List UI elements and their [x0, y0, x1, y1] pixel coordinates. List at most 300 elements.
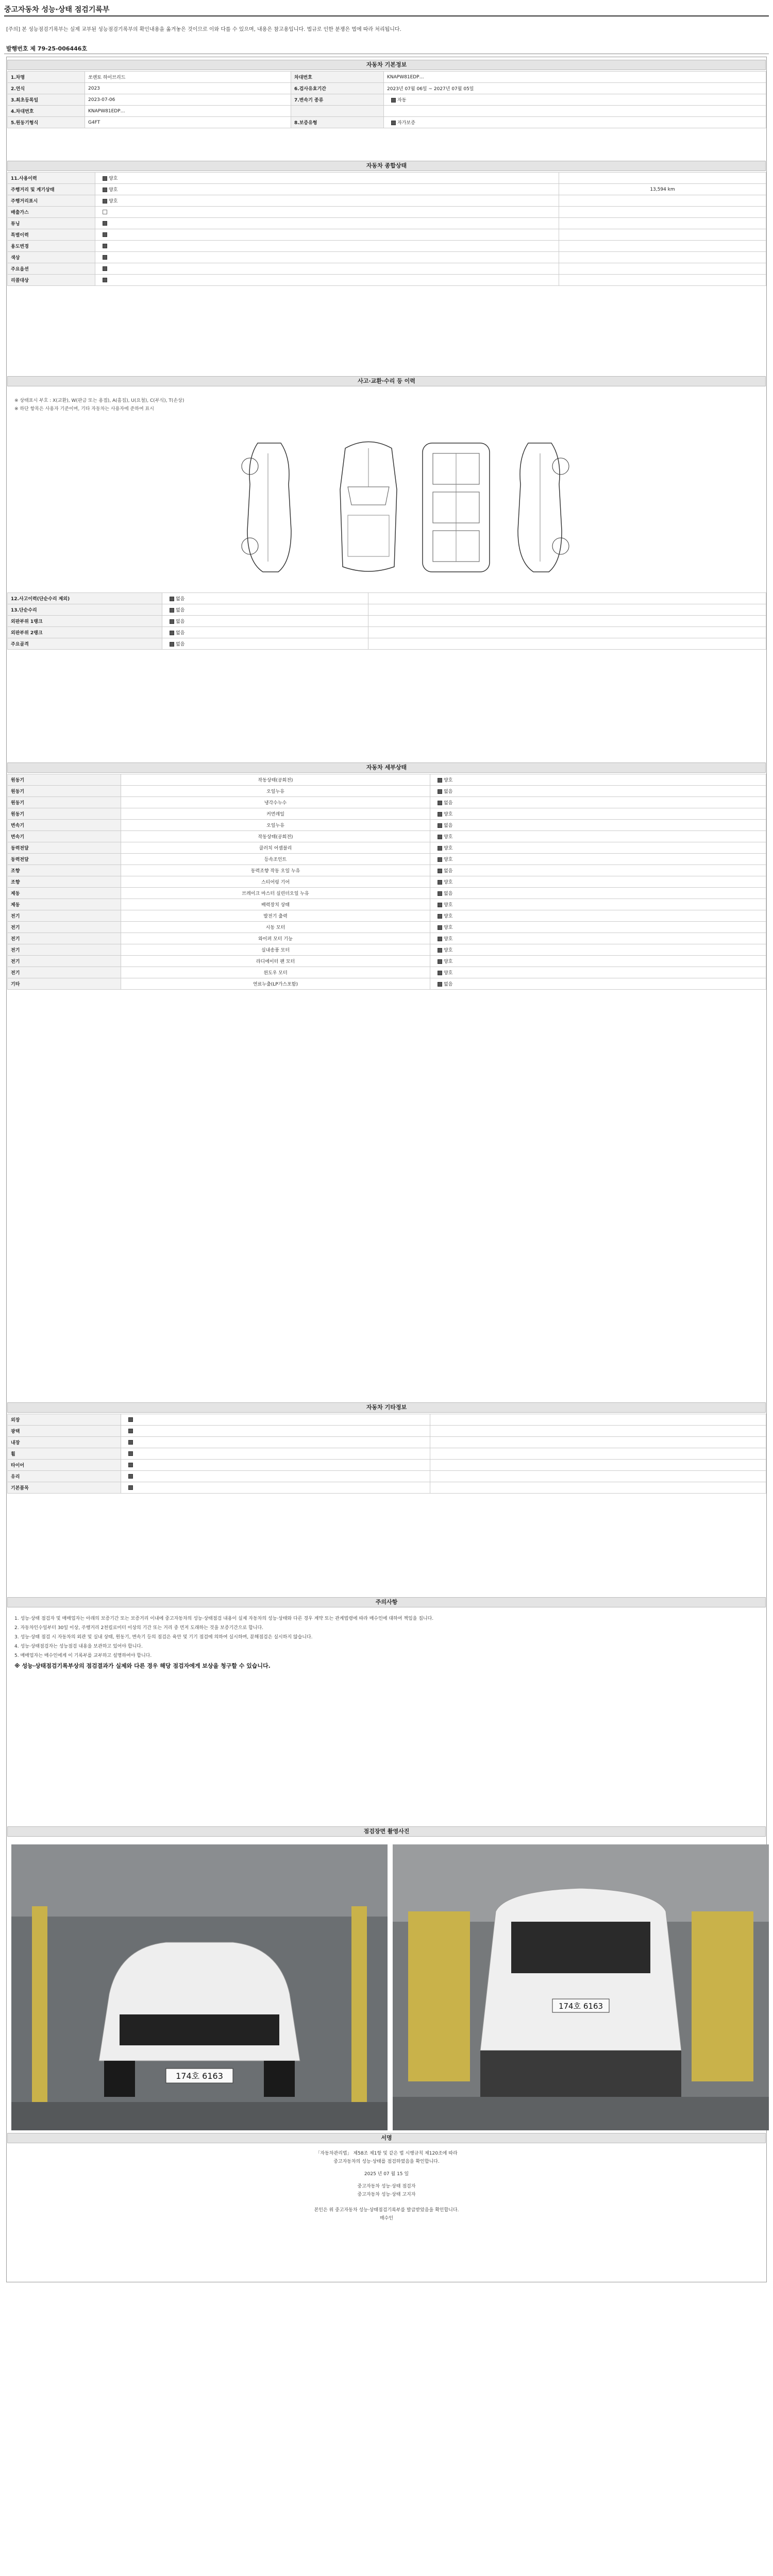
detail-state-text: 양호: [444, 857, 453, 862]
section-accident-header: 사고·교환·수리 등 이력: [7, 376, 766, 386]
detail-state: [430, 876, 766, 888]
detail-group: 조향: [8, 865, 121, 876]
other-label: 기본품목: [8, 1482, 121, 1494]
detail-state-text: 양호: [444, 971, 453, 976]
cautions-text: [14, 1615, 757, 1672]
caution-item: 1. 성능·상태 점검자 및 매매업자는 아래의 보증기간 또는 보증거리 이내에 중고자동차의 성능·상태점검 내용이 실제 자동차의 성능·상태와 다른 경우 계약 또는 관계법령에 따라 매수인에 대하여 책임을 집니다.: [14, 1616, 434, 1621]
other-label: 유리: [8, 1471, 121, 1482]
basic-label: 4.차대번호: [8, 106, 85, 117]
overall-label: 튜닝: [8, 218, 95, 229]
other-state: [121, 1448, 430, 1460]
basic-label: [291, 106, 384, 117]
basic-value: KNAPW81EDP…: [384, 72, 766, 83]
detail-group: 변속기: [8, 820, 121, 831]
overall-note: [559, 252, 766, 263]
other-row: [8, 1471, 766, 1482]
detail-row: [8, 910, 766, 922]
detail-state: [430, 808, 766, 820]
overall-state: [95, 195, 559, 207]
detail-state-text: 양호: [444, 778, 453, 783]
detail-state-text: 없음: [444, 801, 453, 806]
signature-receipt: 본인은 위 중고자동차 성능·상태점검기록부를 발급받았음을 확인합니다.: [314, 2208, 459, 2213]
detail-state-text: 양호: [444, 835, 453, 840]
checkbox-icon: [438, 982, 442, 987]
detail-state-text: 양호: [444, 914, 453, 919]
signature-date: 2025 년 07 월 15 일: [364, 2172, 409, 2177]
overall-state: [95, 252, 559, 263]
detail-item: 스티어링 기어: [121, 876, 430, 888]
basic-value: 2023년 07월 06일 ~ 2027년 07월 05일: [384, 83, 766, 94]
detail-state: [430, 820, 766, 831]
detail-state-text: 없음: [444, 982, 453, 987]
other-label: 광택: [8, 1426, 121, 1437]
other-state: [121, 1437, 430, 1448]
overall-table: [7, 172, 766, 286]
detail-row: [8, 967, 766, 978]
detail-group: 변속기: [8, 831, 121, 842]
checkbox-icon: [128, 1440, 133, 1445]
detail-row: [8, 786, 766, 797]
basic-value-text: 자가보증: [397, 121, 415, 126]
checkbox-icon: [103, 266, 107, 271]
checkbox-icon: [438, 880, 442, 885]
overall-row: [8, 241, 766, 252]
basic-label: 5.원동기형식: [8, 117, 85, 128]
detail-group: 원동기: [8, 797, 121, 808]
detail-row: [8, 808, 766, 820]
signature-line: 중고자동차의 성능·상태를 점검하였음을 확인합니다.: [333, 2159, 440, 2164]
checkbox-icon: [128, 1429, 133, 1433]
car-top-front-diagram: [325, 438, 412, 577]
detail-row: [8, 933, 766, 944]
detail-row: [8, 854, 766, 865]
accident-row: [8, 627, 766, 638]
detail-group: 전기: [8, 967, 121, 978]
photo-front-image: [11, 1844, 388, 2130]
caution-item: 5. 매매업자는 매수인에게 이 기록부를 교부하고 설명하여야 합니다.: [14, 1653, 152, 1658]
overall-state: [95, 263, 559, 275]
detail-state-text: 양호: [444, 948, 453, 953]
accident-table: [7, 592, 766, 650]
detail-group: 전기: [8, 922, 121, 933]
caution-item: 4. 성능·상태점검자는 성능점검 내용을 보관하고 있어야 합니다.: [14, 1644, 143, 1649]
checkbox-icon: [103, 188, 107, 192]
checkbox-icon: [438, 778, 442, 783]
accident-state: [162, 638, 368, 650]
checkbox-icon: [391, 121, 396, 125]
detail-state: [430, 933, 766, 944]
accident-state-text: 없음: [176, 619, 185, 624]
overall-row: [8, 207, 766, 218]
checkbox-icon: [438, 925, 442, 930]
checkbox-icon: [128, 1417, 133, 1422]
accident-note: [368, 627, 766, 638]
checkbox-icon: [103, 255, 107, 260]
detail-row: [8, 797, 766, 808]
detail-row: [8, 842, 766, 854]
notice-text: [주의] 본 성능점검기록부는 실제 교부된 성능점검기록부의 확인내용을 옮겨놓은 것이므로 이와 다를 수 있으며, 내용은 참고용입니다. 법규로 인한 분쟁은 법에 따라 처리됩니다.: [6, 27, 401, 32]
detail-state-text: 양호: [444, 903, 453, 908]
detail-state-text: 없음: [444, 789, 453, 794]
signature-notifier: 중고자동차 성능·상태 고지자: [357, 2192, 416, 2197]
detail-item: 배력장치 상태: [121, 899, 430, 910]
diagram-legend: [14, 397, 184, 413]
checkbox-icon: [438, 812, 442, 817]
accident-note: [368, 638, 766, 650]
checkbox-icon: [103, 232, 107, 237]
basic-label: 8.보증유형: [291, 117, 384, 128]
checkbox-icon: [103, 244, 107, 248]
accident-row: [8, 638, 766, 650]
checkbox-icon: [170, 597, 174, 601]
other-label: 외장: [8, 1414, 121, 1426]
accident-note: [368, 604, 766, 616]
section-detail-header: 자동차 세부상태: [7, 762, 766, 773]
checkbox-icon: [438, 903, 442, 907]
checkbox-icon: [128, 1485, 133, 1490]
checkbox-icon: [438, 823, 442, 828]
checkbox-icon: [103, 176, 107, 181]
overall-note: [559, 263, 766, 275]
overall-label: 용도변경: [8, 241, 95, 252]
basic-info-table: [7, 71, 766, 128]
detail-row: [8, 944, 766, 956]
caution-bold-note: ※ 성능·상태점검기록부상의 점검결과가 실제와 다른 경우 해당 점검자에게 보상을 청구할 수 있습니다.: [14, 1663, 271, 1669]
other-label: 휠: [8, 1448, 121, 1460]
detail-state-text: 양호: [444, 959, 453, 964]
detail-state: [430, 854, 766, 865]
checkbox-icon: [438, 869, 442, 873]
detail-item: 오일누유: [121, 820, 430, 831]
detail-state: [430, 888, 766, 899]
other-state: [121, 1471, 430, 1482]
detail-state: [430, 842, 766, 854]
overall-note: [559, 275, 766, 286]
detail-state: [430, 910, 766, 922]
overall-note: [559, 207, 766, 218]
detail-item: 와이퍼 모터 기능: [121, 933, 430, 944]
basic-value: [384, 94, 766, 106]
checkbox-icon: [128, 1451, 133, 1456]
overall-row: [8, 275, 766, 286]
plate-text-front: 174호 6163: [176, 2071, 223, 2081]
detail-item: 클러치 어셈블리: [121, 842, 430, 854]
basic-label: 6.검사유효기간: [291, 83, 384, 94]
detail-row: [8, 922, 766, 933]
other-state: [121, 1414, 430, 1426]
accident-state: [162, 616, 368, 627]
detail-item: 작동상태(공회전): [121, 831, 430, 842]
section-photos-header: 점검장면 촬영사진: [7, 1826, 766, 1837]
checkbox-icon: [438, 801, 442, 805]
detail-item: 실내송풍 모터: [121, 944, 430, 956]
accident-label: 12.사고이력(단순수리 제외): [8, 593, 162, 604]
overall-note: [559, 241, 766, 252]
accident-state: [162, 604, 368, 616]
detail-state-text: 양호: [444, 925, 453, 930]
checkbox-icon: [438, 937, 442, 941]
overall-state: [95, 229, 559, 241]
detail-group: 전기: [8, 944, 121, 956]
detail-group: 동력전달: [8, 842, 121, 854]
overall-state: [95, 184, 559, 195]
detail-row: [8, 888, 766, 899]
detail-state: [430, 865, 766, 876]
detail-item: 브레이크 마스터 실린더오일 누유: [121, 888, 430, 899]
basic-label: 3.최초등록일: [8, 94, 85, 106]
accident-label: 외판부위 2랭크: [8, 627, 162, 638]
detail-group: 전기: [8, 956, 121, 967]
basic-label: 7.변속기 종류: [291, 94, 384, 106]
section-cautions-header: 주의사항: [7, 1597, 766, 1607]
detail-row: [8, 978, 766, 990]
checkbox-icon: [170, 631, 174, 635]
other-table: [7, 1414, 766, 1494]
basic-value: [384, 117, 766, 128]
other-note: [430, 1437, 766, 1448]
other-row: [8, 1414, 766, 1426]
accident-state: [162, 627, 368, 638]
overall-row: [8, 218, 766, 229]
basic-row: [8, 94, 766, 106]
detail-item: 등속조인트: [121, 854, 430, 865]
accident-label: 외판부위 1랭크: [8, 616, 162, 627]
overall-state-text: 양호: [109, 188, 118, 193]
checkbox-icon: [438, 789, 442, 794]
other-label: 타이어: [8, 1460, 121, 1471]
basic-value: 쏘렌토 하이브리드: [85, 72, 291, 83]
signature-block: [7, 2149, 766, 2223]
caution-item: 3. 성능·상태 점검 시 자동차의 외관 및 실내 상태, 원동기, 변속기 등의 점검은 육안 및 기기 점검에 의하여 실시하며, 분해점검은 실시하지 않습니다.: [14, 1635, 313, 1640]
checkbox-icon: [103, 210, 107, 214]
signature-receiver: 매수인: [379, 2216, 394, 2221]
legend-line: ※ 상태표시 부호 : X(교환), W(판금 또는 용접), A(흠집), U(요철), C(부식), T(손상): [14, 398, 184, 403]
overall-row: [8, 263, 766, 275]
other-row: [8, 1448, 766, 1460]
detail-state-text: 없음: [444, 869, 453, 874]
checkbox-icon: [170, 619, 174, 624]
section-basic-header: 자동차 기본정보: [7, 60, 766, 70]
signature-inspector: 중고자동차 성능·상태 점검자: [357, 2184, 416, 2189]
detail-group: 원동기: [8, 786, 121, 797]
detail-state: [430, 956, 766, 967]
detail-item: 발전기 출력: [121, 910, 430, 922]
basic-row: [8, 83, 766, 94]
overall-state: [95, 207, 559, 218]
detail-state: [430, 899, 766, 910]
checkbox-icon: [438, 948, 442, 953]
checkbox-icon: [438, 971, 442, 975]
detail-state-text: 없음: [444, 823, 453, 828]
inspection-photo-rear: [393, 1844, 769, 2130]
basic-row: [8, 106, 766, 117]
overall-row: [8, 252, 766, 263]
other-row: [8, 1426, 766, 1437]
other-note: [430, 1414, 766, 1426]
detail-item: 시동 모터: [121, 922, 430, 933]
other-state: [121, 1460, 430, 1471]
overall-state-text: 양호: [109, 176, 118, 181]
other-row: [8, 1437, 766, 1448]
detail-row: [8, 876, 766, 888]
other-row: [8, 1460, 766, 1471]
signature-line: 「자동차관리법」 제58조 제1항 및 같은 법 시행규칙 제120조에 따라: [315, 2151, 458, 2156]
detail-group: 제동: [8, 899, 121, 910]
overall-state-text: 양호: [109, 199, 118, 204]
basic-value: KNAPW81EDP…: [85, 106, 291, 117]
overall-note: [559, 173, 766, 184]
section-overall-header: 자동차 종합상태: [7, 161, 766, 171]
detail-state-text: 양호: [444, 846, 453, 851]
detail-state: [430, 831, 766, 842]
overall-note: [559, 195, 766, 207]
overall-label: 배출가스: [8, 207, 95, 218]
detail-group: 원동기: [8, 774, 121, 786]
overall-note: [559, 229, 766, 241]
detail-state: [430, 797, 766, 808]
accident-state: [162, 593, 368, 604]
detail-group: 제동: [8, 888, 121, 899]
checkbox-icon: [128, 1474, 133, 1479]
overall-state: [95, 241, 559, 252]
checkbox-icon: [170, 608, 174, 613]
checkbox-icon: [128, 1463, 133, 1467]
overall-state: [95, 173, 559, 184]
detail-row: [8, 956, 766, 967]
detail-state: [430, 786, 766, 797]
checkbox-icon: [438, 857, 442, 862]
checkbox-icon: [438, 914, 442, 919]
basic-row: [8, 72, 766, 83]
doc-number: 발행번호 제 79-25-006446호: [6, 45, 88, 52]
basic-value-text: 자동: [397, 98, 407, 103]
plate-text-rear: 174호 6163: [558, 2002, 603, 2011]
basic-label: 차대번호: [291, 72, 384, 83]
checkbox-icon: [170, 642, 174, 647]
other-label: 내장: [8, 1437, 121, 1448]
accident-label: 주요골격: [8, 638, 162, 650]
accident-row: [8, 616, 766, 627]
checkbox-icon: [438, 846, 442, 851]
overall-label: 주요옵션: [8, 263, 95, 275]
detail-row: [8, 865, 766, 876]
checkbox-icon: [438, 959, 442, 964]
detail-state: [430, 922, 766, 933]
detail-group: 기타: [8, 978, 121, 990]
basic-row: [8, 117, 766, 128]
detail-item: 윈도우 모터: [121, 967, 430, 978]
basic-value: 2023-07-06: [85, 94, 291, 106]
overall-label: 11.사용이력: [8, 173, 95, 184]
caution-item: 2. 자동차인수일부터 30일 이상, 주행거리 2천킬로미터 이상의 기간 또는 거리 중 먼저 도래하는 것을 보증기간으로 합니다.: [14, 1625, 264, 1631]
overall-row: [8, 173, 766, 184]
basic-value: [384, 106, 766, 117]
accident-state-text: 없음: [176, 631, 185, 636]
checkbox-icon: [103, 199, 107, 204]
legend-line: ※ 하단 항목은 사용자 기준이며, 기타 자동차는 사용자에 준하여 표시: [14, 406, 154, 412]
basic-value: 2023: [85, 83, 291, 94]
detail-row: [8, 899, 766, 910]
checkbox-icon: [103, 278, 107, 282]
detail-table: [7, 774, 766, 990]
section-signature-header: 서명: [7, 2133, 766, 2143]
detail-state: [430, 774, 766, 786]
overall-row: [8, 195, 766, 207]
detail-row: [8, 774, 766, 786]
other-state: [121, 1426, 430, 1437]
overall-label: 특별이력: [8, 229, 95, 241]
detail-state-text: 없음: [444, 891, 453, 896]
other-state: [121, 1482, 430, 1494]
title-rule: [4, 15, 769, 16]
car-side-right-diagram: [495, 438, 582, 577]
detail-state-text: 양호: [444, 937, 453, 942]
basic-label: 1.차명: [8, 72, 85, 83]
overall-row: [8, 184, 766, 195]
detail-group: 동력전달: [8, 854, 121, 865]
detail-item: 연료누출(LP가스포함): [121, 978, 430, 990]
overall-state: [95, 275, 559, 286]
detail-state: [430, 944, 766, 956]
overall-row: [8, 229, 766, 241]
detail-item: 오일누유: [121, 786, 430, 797]
accident-row: [8, 604, 766, 616]
detail-item: 작동상태(공회전): [121, 774, 430, 786]
other-note: [430, 1482, 766, 1494]
basic-label: 2.연식: [8, 83, 85, 94]
overall-state: [95, 218, 559, 229]
detail-group: 조향: [8, 876, 121, 888]
other-note: [430, 1460, 766, 1471]
accident-state-text: 없음: [176, 608, 185, 613]
other-note: [430, 1448, 766, 1460]
detail-group: 원동기: [8, 808, 121, 820]
accident-state-text: 없음: [176, 597, 185, 602]
detail-row: [8, 831, 766, 842]
detail-state: [430, 978, 766, 990]
overall-label: 리콜대상: [8, 275, 95, 286]
detail-group: 전기: [8, 910, 121, 922]
checkbox-icon: [391, 98, 396, 103]
accident-row: [8, 593, 766, 604]
detail-item: 커먼레일: [121, 808, 430, 820]
checkbox-icon: [438, 891, 442, 896]
mileage-value: 13,594 km: [559, 184, 766, 195]
detail-row: [8, 820, 766, 831]
checkbox-icon: [438, 835, 442, 839]
car-frame-diagram: [412, 438, 500, 577]
detail-group: 전기: [8, 933, 121, 944]
overall-label: 주행거리표시: [8, 195, 95, 207]
other-note: [430, 1426, 766, 1437]
car-side-left-diagram: [227, 438, 314, 577]
detail-item: 냉각수누수: [121, 797, 430, 808]
overall-note: [559, 218, 766, 229]
detail-item: 동력조향 작동 오일 누유: [121, 865, 430, 876]
other-note: [430, 1471, 766, 1482]
detail-state-text: 양호: [444, 880, 453, 885]
basic-value: G4FT: [85, 117, 291, 128]
photo-rear-image: [393, 1844, 769, 2130]
accident-note: [368, 593, 766, 604]
accident-note: [368, 616, 766, 627]
overall-label: 색상: [8, 252, 95, 263]
accident-label: 13.단순수리: [8, 604, 162, 616]
inspection-photo-front: [11, 1844, 388, 2130]
detail-state: [430, 967, 766, 978]
overall-label: 주행거리 및 계기상태: [8, 184, 95, 195]
other-row: [8, 1482, 766, 1494]
